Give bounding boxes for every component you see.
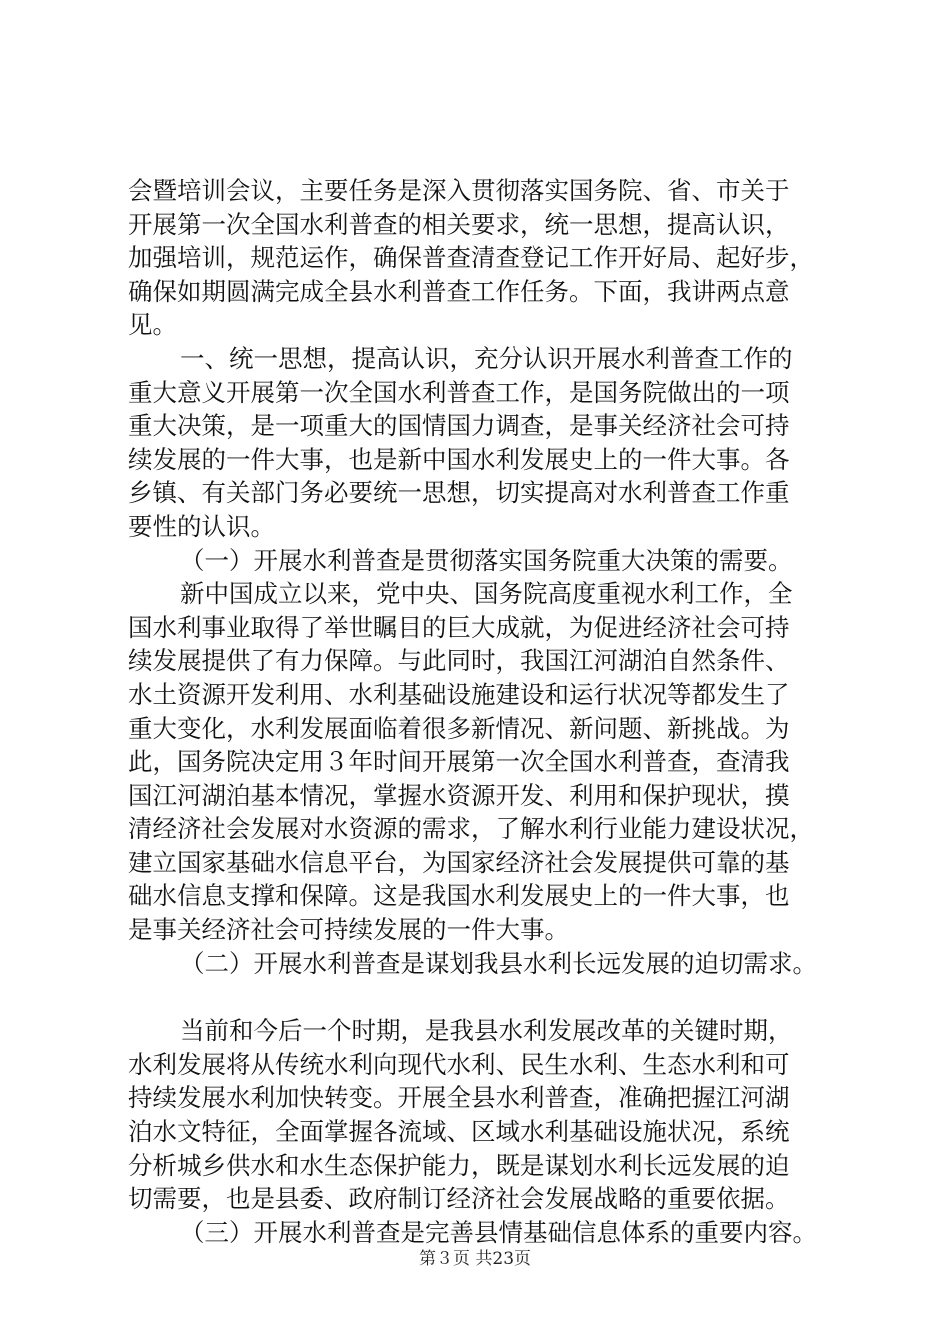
text-line: 续发展的一件大事，也是新中国水利发展史上的一件大事。各 xyxy=(128,444,790,474)
text-line: 会暨培训会议，主要任务是深入贯彻落实国务院、省、市关于 xyxy=(128,176,790,205)
subsection-heading: （一）开展水利普查是贯彻落实国务院重大决策的需要。 xyxy=(180,545,793,575)
text-line: 分析城乡供水和水生态保护能力，既是谋划水利长远发展的迫 xyxy=(128,1150,790,1180)
text-line: 要性的认识。 xyxy=(128,511,275,541)
text-line: 当前和今后一个时期，是我县水利发展改革的关键时期， xyxy=(180,1016,793,1046)
text-line: 国水利事业取得了举世瞩目的巨大成就，为促进经济社会可持 xyxy=(128,612,790,642)
body-text xyxy=(128,174,848,1249)
text-line: 乡镇、有关部门务必要统一思想，切实提高对水利普查工作重 xyxy=(128,478,790,508)
text-line: 水利发展将从传统水利向现代水利、民生水利、生态水利和可 xyxy=(128,1049,790,1079)
text-line: 重大意义开展第一次全国水利普查工作，是国务院做出的一项 xyxy=(128,377,790,407)
text-line: 建立国家基础水信息平台，为国家经济社会发展提供可靠的基 xyxy=(128,847,790,877)
text-line: 切需要，也是县委、政府制订经济社会发展战略的重要依据。 xyxy=(128,1184,790,1214)
text-line: 新中国成立以来，党中央、国务院高度重视水利工作，全 xyxy=(180,579,793,609)
text-line: 续发展提供了有力保障。与此同时，我国江河湖泊自然条件、 xyxy=(128,646,790,676)
text-line: 持续发展水利加快转变。开展全县水利普查，准确把握江河湖 xyxy=(128,1083,790,1113)
subsection-heading: （三）开展水利普查是完善县情基础信息体系的重要内容。 xyxy=(180,1217,817,1247)
subsection-heading: （二）开展水利普查是谋划我县水利长远发展的迫切需求。 xyxy=(180,948,817,978)
text-line: 此，国务院决定用３年时间开展第一次全国水利普查，查清我 xyxy=(128,747,790,777)
text-line: 开展第一次全国水利普查的相关要求，统一思想，提高认识， xyxy=(128,209,790,239)
text-line: 见。 xyxy=(128,310,177,340)
page-footer: 第３页 共23页 xyxy=(418,1249,532,1269)
text-line: 水土资源开发利用、水利基础设施建设和运行状况等都发生了 xyxy=(128,679,790,709)
text-line: 重大变化，水利发展面临着很多新情况、新问题、新挑战。为 xyxy=(128,713,790,743)
text-line: 泊水文特征，全面掌握各流域、区域水利基础设施状况，系统 xyxy=(128,1117,790,1147)
text-line: 国江河湖泊基本情况，掌握水资源开发、利用和保护现状，摸 xyxy=(128,780,790,810)
blank-line xyxy=(128,980,848,1014)
section-heading: 一、统一思想，提高认识，充分认识开展水利普查工作的 xyxy=(180,343,793,373)
text-line: 加强培训，规范运作，确保普查清查登记工作开好局、起好步， xyxy=(128,243,814,273)
text-line: 础水信息支撑和保障。这是我国水利发展史上的一件大事，也 xyxy=(128,881,790,911)
text-line: 清经济社会发展对水资源的需求，了解水利行业能力建设状况， xyxy=(128,814,814,844)
text-line: 是事关经济社会可持续发展的一件大事。 xyxy=(128,915,569,945)
text-line: 确保如期圆满完成全县水利普查工作任务。下面，我讲两点意 xyxy=(128,276,790,306)
text-line: 重大决策，是一项重大的国情国力调查，是事关经济社会可持 xyxy=(128,411,790,441)
